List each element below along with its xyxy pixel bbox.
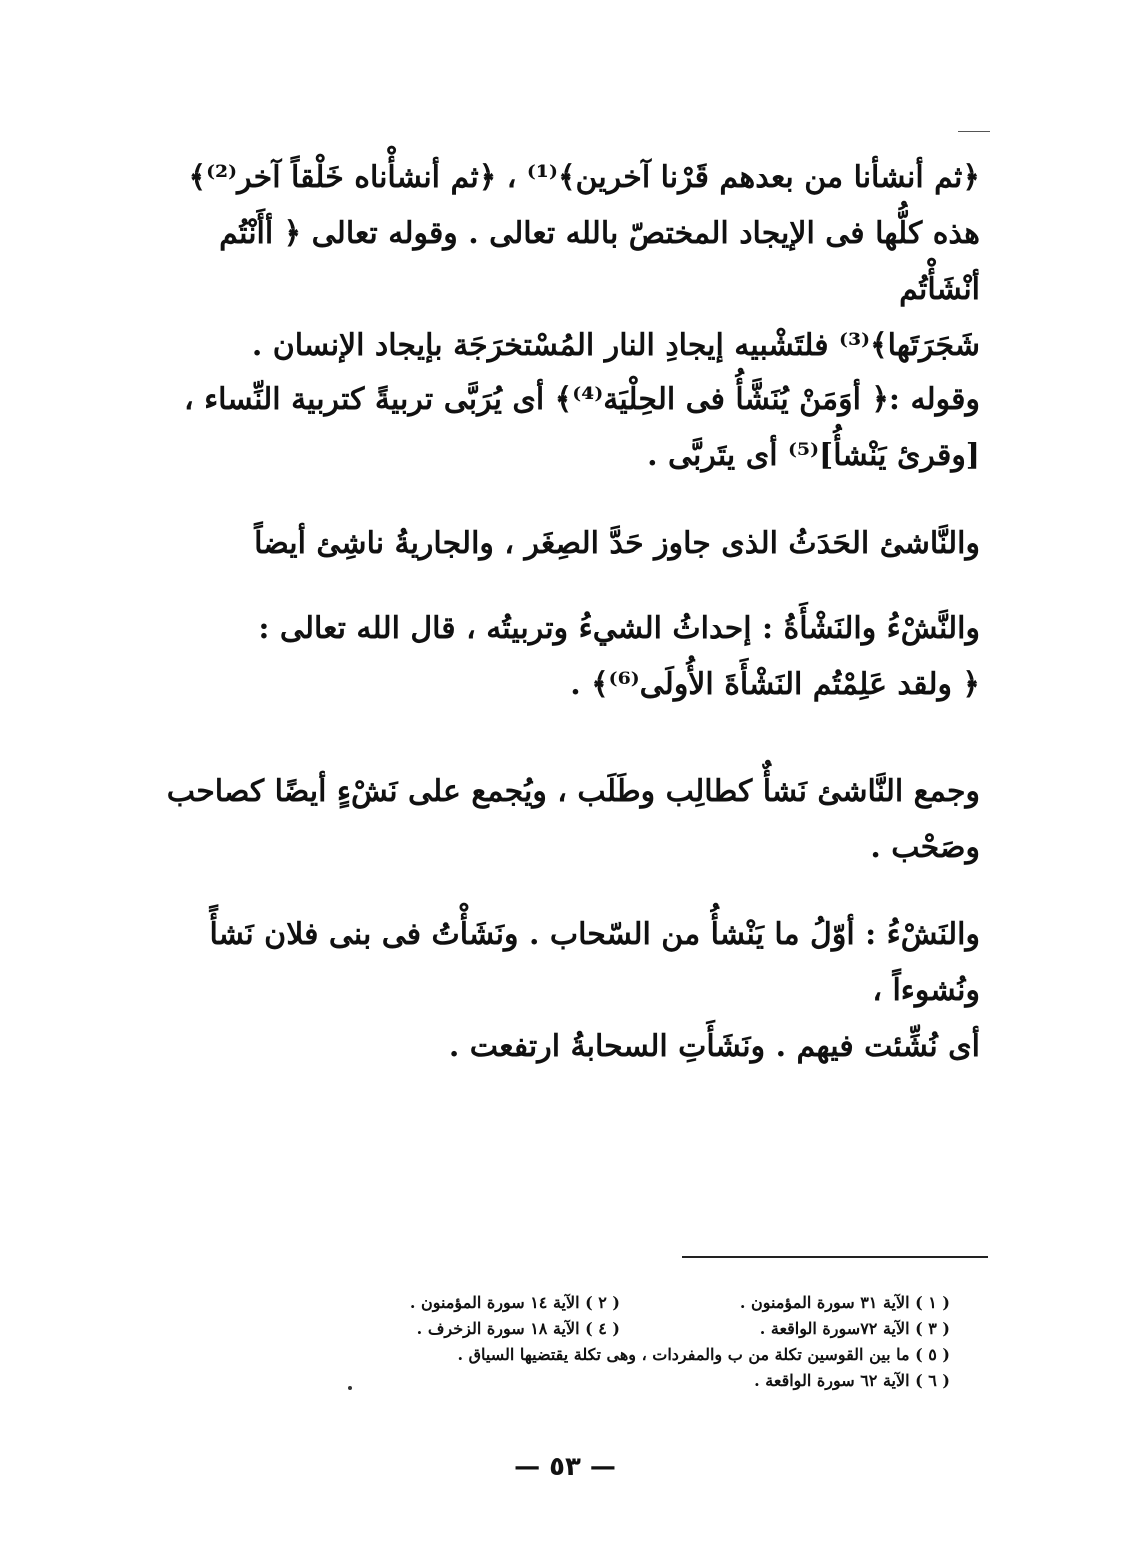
- footnote-1: ( ١ ) الآية ٣١ سورة المؤمنون .: [739, 1293, 950, 1312]
- text-line: وقوله :﴿ أوَمَنْ يُنَشَّأُ فى الحِلْيَة⁽⁴⁾﴾ أى يُرَبَّى تربيةً كتربية النِّساء ،: [183, 382, 980, 417]
- footnote-separator: [682, 1256, 988, 1258]
- text-line: ﴿ ولقد عَلِمْتُم النَشْأَةَ الأُولَى⁽⁶⁾﴾ .: [570, 667, 980, 702]
- paragraph-2: [150, 372, 980, 484]
- paragraph-6: [150, 907, 980, 1075]
- footnotes: [290, 1290, 950, 1394]
- stray-dot: [348, 1386, 352, 1390]
- text-line: وصَحْب .: [870, 830, 980, 865]
- footnote-6: ( ٦ ) الآية ٦٢ سورة الواقعة .: [754, 1371, 950, 1390]
- footnote-row: [290, 1368, 950, 1394]
- page-number: — ٥٣ —: [514, 1452, 616, 1482]
- footnote-5: ( ٥ ) ما بين القوسين تكلة من ب والمفردات ، وهى تكلة يقتضيها السياق .: [457, 1345, 950, 1364]
- footnote-3: ( ٣ ) الآية ٧٢سورة الواقعة .: [759, 1319, 950, 1338]
- footnote-2: ( ٢ ) الآية ١٤ سورة المؤمنون .: [409, 1293, 620, 1312]
- text-line: والنَّاشئ الحَدَثُ الذى جاوز حَدَّ الصِغَر ، والجاريةُ ناشِئ أيضاً: [254, 526, 980, 561]
- footnote-row: [290, 1290, 950, 1316]
- paragraph-5: [150, 764, 980, 876]
- text-line: والنَّشْءُ والنَشْأَةُ : إحداثُ الشيءُ وتربيتُه ، قال الله تعالى :: [258, 611, 980, 646]
- footnote-row: [290, 1342, 950, 1368]
- paragraph-3: [150, 516, 980, 572]
- footnote-row: [290, 1316, 950, 1342]
- text-line: ﴿ثم أنشأنا من بعدهم قَرْنا آخرين﴾⁽¹⁾ ، ﴿ثم أنشأْناه خَلْقاً آخر⁽²⁾﴾: [188, 160, 980, 195]
- top-margin-mark: [958, 131, 990, 132]
- text-line: والنَشْءُ : أوّلُ ما يَنْشأُ من السّحاب . ونَشَأْتُ فى بنى فلان نَشأً ونُشوءاً ،: [209, 917, 980, 1008]
- text-line: [وقرئ يَنْشأُ]⁽⁵⁾ أى يتَربَّى .: [647, 438, 980, 473]
- paragraph-1: [150, 150, 980, 374]
- paragraph-4: [150, 601, 980, 713]
- footnote-4: ( ٤ ) الآية ١٨ سورة الزخرف .: [416, 1319, 620, 1338]
- text-line: شَجَرَتَها﴾⁽³⁾ فلتَشْبيه إيجادِ النار المُسْتخرَجَة بإيجاد الإنسان .: [251, 328, 980, 363]
- text-line: هذه كلُّها فى الإيجاد المختصّ بالله تعالى . وقوله تعالى ﴿ أأَنْتُم أنْشَأْتُم: [219, 216, 980, 307]
- text-line: أى نُشِّئت فيهم . ونَشَأَتِ السحابةُ ارتفعت .: [448, 1029, 980, 1064]
- text-line: وجمع النَّاشئ نَشأٌ كطالِب وطَلَب ، ويُجمع على نَشْءٍ أيضًا كصاحب: [166, 774, 980, 809]
